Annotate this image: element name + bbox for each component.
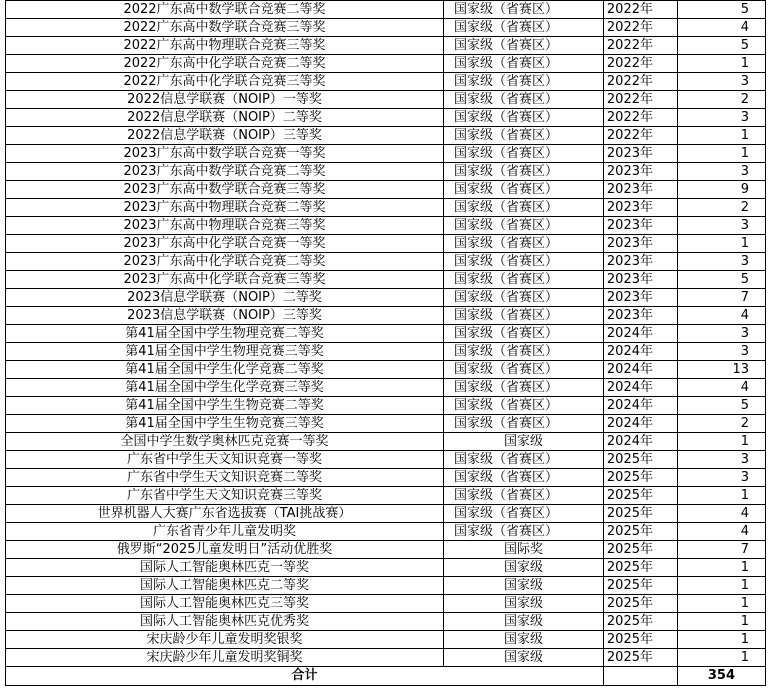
award-year-cell: 2022年 <box>604 1 678 19</box>
table-row <box>6 1 766 19</box>
award-count-cell: 1 <box>678 433 766 451</box>
award-count-cell: 2 <box>678 91 766 109</box>
award-level-cell: 国家级（省赛区） <box>444 1 604 19</box>
award-count-cell: 3 <box>678 325 766 343</box>
award-level-cell: 国家级（省赛区） <box>444 397 604 415</box>
award-level-cell: 国家级（省赛区） <box>444 73 604 91</box>
table-row <box>6 55 766 73</box>
award-level-cell: 国家级（省赛区） <box>444 55 604 73</box>
award-year-cell: 2023年 <box>604 289 678 307</box>
award-name-cell: 第41届全国中学生生物竞赛三等奖 <box>6 415 444 433</box>
total-row <box>6 667 766 686</box>
award-count-cell: 3 <box>678 163 766 181</box>
award-level-cell: 国家级（省赛区） <box>444 523 604 541</box>
award-name-cell: 第41届全国中学生化学竞赛三等奖 <box>6 379 444 397</box>
table-row <box>6 181 766 199</box>
award-count-cell: 1 <box>678 631 766 649</box>
award-name-cell: 2023信息学联赛（NOIP）二等奖 <box>6 289 444 307</box>
award-level-cell: 国家级 <box>444 631 604 649</box>
award-name-cell: 国际人工智能奥林匹克一等奖 <box>6 559 444 577</box>
award-count-cell: 5 <box>678 37 766 55</box>
table-row <box>6 271 766 289</box>
award-count-cell: 4 <box>678 523 766 541</box>
award-count-cell: 1 <box>678 577 766 595</box>
award-name-cell: 2023广东高中化学联合竞赛一等奖 <box>6 235 444 253</box>
award-count-cell: 3 <box>678 253 766 271</box>
award-name-cell: 2023信息学联赛（NOIP）三等奖 <box>6 307 444 325</box>
award-count-cell: 3 <box>678 109 766 127</box>
award-name-cell: 广东省中学生天文知识竞赛二等奖 <box>6 469 444 487</box>
award-year-cell: 2022年 <box>604 109 678 127</box>
award-year-cell: 2024年 <box>604 361 678 379</box>
award-level-cell: 国家级（省赛区） <box>444 325 604 343</box>
award-level-cell: 国家级（省赛区） <box>444 217 604 235</box>
award-year-cell: 2022年 <box>604 127 678 145</box>
award-name-cell: 第41届全国中学生物理竞赛三等奖 <box>6 343 444 361</box>
table-row <box>6 541 766 559</box>
table-row <box>6 73 766 91</box>
award-level-cell: 国家级 <box>444 559 604 577</box>
award-level-cell: 国家级（省赛区） <box>444 91 604 109</box>
total-empty-cell <box>604 667 678 686</box>
award-count-cell: 7 <box>678 541 766 559</box>
table-row <box>6 361 766 379</box>
award-level-cell: 国家级（省赛区） <box>444 37 604 55</box>
award-year-cell: 2023年 <box>604 307 678 325</box>
award-name-cell: 2022广东高中数学联合竞赛三等奖 <box>6 19 444 37</box>
award-count-cell: 3 <box>678 469 766 487</box>
award-year-cell: 2022年 <box>604 91 678 109</box>
award-count-cell: 5 <box>678 1 766 19</box>
award-year-cell: 2023年 <box>604 235 678 253</box>
award-year-cell: 2025年 <box>604 595 678 613</box>
award-count-cell: 1 <box>678 613 766 631</box>
award-year-cell: 2023年 <box>604 217 678 235</box>
award-level-cell: 国家级（省赛区） <box>444 181 604 199</box>
table-row <box>6 649 766 667</box>
table-row <box>6 595 766 613</box>
table-row <box>6 91 766 109</box>
award-year-cell: 2022年 <box>604 19 678 37</box>
award-year-cell: 2023年 <box>604 145 678 163</box>
award-name-cell: 第41届全国中学生生物竞赛二等奖 <box>6 397 444 415</box>
award-name-cell: 2022广东高中化学联合竞赛三等奖 <box>6 73 444 91</box>
award-count-cell: 4 <box>678 379 766 397</box>
award-name-cell: 俄罗斯“2025儿童发明日”活动优胜奖 <box>6 541 444 559</box>
award-level-cell: 国家级 <box>444 595 604 613</box>
award-year-cell: 2025年 <box>604 451 678 469</box>
award-level-cell: 国家级（省赛区） <box>444 235 604 253</box>
award-year-cell: 2022年 <box>604 37 678 55</box>
award-count-cell: 1 <box>678 235 766 253</box>
award-level-cell: 国家级（省赛区） <box>444 127 604 145</box>
award-level-cell: 国家级 <box>444 577 604 595</box>
award-year-cell: 2025年 <box>604 523 678 541</box>
award-name-cell: 广东省中学生天文知识竞赛一等奖 <box>6 451 444 469</box>
award-name-cell: 第41届全国中学生物理竞赛二等奖 <box>6 325 444 343</box>
award-count-cell: 3 <box>678 217 766 235</box>
table-row <box>6 523 766 541</box>
award-level-cell: 国家级（省赛区） <box>444 451 604 469</box>
award-count-cell: 1 <box>678 127 766 145</box>
award-name-cell: 世界机器人大赛广东省选拔赛（TAI挑战赛） <box>6 505 444 523</box>
award-name-cell: 国际人工智能奥林匹克二等奖 <box>6 577 444 595</box>
award-year-cell: 2025年 <box>604 469 678 487</box>
table-row <box>6 415 766 433</box>
award-level-cell: 国家级（省赛区） <box>444 109 604 127</box>
award-year-cell: 2024年 <box>604 343 678 361</box>
award-level-cell: 国家级（省赛区） <box>444 289 604 307</box>
award-year-cell: 2023年 <box>604 199 678 217</box>
total-label: 合计 <box>6 667 604 686</box>
award-level-cell: 国家级（省赛区） <box>444 271 604 289</box>
award-count-cell: 2 <box>678 415 766 433</box>
award-year-cell: 2022年 <box>604 55 678 73</box>
table-row <box>6 109 766 127</box>
table-row <box>6 127 766 145</box>
award-name-cell: 宋庆龄少年儿童发明奖铜奖 <box>6 649 444 667</box>
award-name-cell: 2023广东高中物理联合竞赛三等奖 <box>6 217 444 235</box>
award-level-cell: 国家级（省赛区） <box>444 487 604 505</box>
award-year-cell: 2025年 <box>604 487 678 505</box>
table-row <box>6 307 766 325</box>
award-year-cell: 2025年 <box>604 505 678 523</box>
award-year-cell: 2024年 <box>604 433 678 451</box>
award-count-cell: 1 <box>678 559 766 577</box>
table-row <box>6 235 766 253</box>
award-name-cell: 2022广东高中数学联合竞赛二等奖 <box>6 1 444 19</box>
award-year-cell: 2023年 <box>604 271 678 289</box>
award-level-cell: 国家级（省赛区） <box>444 19 604 37</box>
award-name-cell: 2022信息学联赛（NOIP）一等奖 <box>6 91 444 109</box>
table-row <box>6 163 766 181</box>
award-level-cell: 国家级 <box>444 433 604 451</box>
table-row <box>6 577 766 595</box>
award-name-cell: 全国中学生数学奥林匹克竞赛一等奖 <box>6 433 444 451</box>
table-row <box>6 325 766 343</box>
award-name-cell: 2023广东高中物理联合竞赛二等奖 <box>6 199 444 217</box>
award-name-cell: 2022广东高中物理联合竞赛三等奖 <box>6 37 444 55</box>
award-count-cell: 5 <box>678 271 766 289</box>
award-name-cell: 广东省中学生天文知识竞赛三等奖 <box>6 487 444 505</box>
award-count-cell: 5 <box>678 397 766 415</box>
award-count-cell: 3 <box>678 73 766 91</box>
table-row <box>6 199 766 217</box>
table-row <box>6 505 766 523</box>
award-level-cell: 国家级（省赛区） <box>444 415 604 433</box>
award-level-cell: 国家级（省赛区） <box>444 163 604 181</box>
award-name-cell: 国际人工智能奥林匹克三等奖 <box>6 595 444 613</box>
award-count-cell: 13 <box>678 361 766 379</box>
awards-table-body <box>6 1 766 667</box>
award-year-cell: 2025年 <box>604 559 678 577</box>
award-name-cell: 2023广东高中数学联合竞赛三等奖 <box>6 181 444 199</box>
award-name-cell: 2022广东高中化学联合竞赛二等奖 <box>6 55 444 73</box>
award-level-cell: 国家级（省赛区） <box>444 361 604 379</box>
award-name-cell: 国际人工智能奥林匹克优秀奖 <box>6 613 444 631</box>
award-year-cell: 2023年 <box>604 181 678 199</box>
table-row <box>6 451 766 469</box>
table-row <box>6 145 766 163</box>
award-level-cell: 国家级 <box>444 649 604 667</box>
award-name-cell: 2023广东高中数学联合竞赛一等奖 <box>6 145 444 163</box>
award-year-cell: 2023年 <box>604 163 678 181</box>
table-row <box>6 289 766 307</box>
award-name-cell: 第41届全国中学生化学竞赛二等奖 <box>6 361 444 379</box>
award-count-cell: 4 <box>678 19 766 37</box>
award-year-cell: 2025年 <box>604 631 678 649</box>
award-year-cell: 2024年 <box>604 415 678 433</box>
award-count-cell: 2 <box>678 199 766 217</box>
award-count-cell: 4 <box>678 505 766 523</box>
award-count-cell: 7 <box>678 289 766 307</box>
award-year-cell: 2025年 <box>604 649 678 667</box>
table-row <box>6 631 766 649</box>
awards-table <box>5 0 766 686</box>
award-name-cell: 广东省青少年儿童发明奖 <box>6 523 444 541</box>
award-level-cell: 国家级（省赛区） <box>444 145 604 163</box>
award-count-cell: 1 <box>678 649 766 667</box>
total-sum: 354 <box>678 667 766 686</box>
award-name-cell: 2022信息学联赛（NOIP）三等奖 <box>6 127 444 145</box>
award-level-cell: 国家级（省赛区） <box>444 505 604 523</box>
award-level-cell: 国家级（省赛区） <box>444 343 604 361</box>
table-row <box>6 487 766 505</box>
award-level-cell: 国际奖 <box>444 541 604 559</box>
award-count-cell: 1 <box>678 595 766 613</box>
award-name-cell: 2022信息学联赛（NOIP）二等奖 <box>6 109 444 127</box>
award-name-cell: 2023广东高中化学联合竞赛二等奖 <box>6 253 444 271</box>
award-year-cell: 2024年 <box>604 325 678 343</box>
table-row <box>6 217 766 235</box>
award-year-cell: 2025年 <box>604 613 678 631</box>
award-year-cell: 2025年 <box>604 541 678 559</box>
table-row <box>6 37 766 55</box>
award-name-cell: 宋庆龄少年儿童发明奖银奖 <box>6 631 444 649</box>
table-row <box>6 613 766 631</box>
table-row <box>6 397 766 415</box>
award-level-cell: 国家级 <box>444 613 604 631</box>
award-level-cell: 国家级（省赛区） <box>444 379 604 397</box>
award-name-cell: 2023广东高中数学联合竞赛二等奖 <box>6 163 444 181</box>
table-row <box>6 343 766 361</box>
award-level-cell: 国家级（省赛区） <box>444 199 604 217</box>
table-row <box>6 559 766 577</box>
award-year-cell: 2023年 <box>604 253 678 271</box>
award-count-cell: 3 <box>678 343 766 361</box>
table-row <box>6 253 766 271</box>
award-year-cell: 2024年 <box>604 379 678 397</box>
award-level-cell: 国家级（省赛区） <box>444 253 604 271</box>
award-count-cell: 1 <box>678 145 766 163</box>
award-count-cell: 4 <box>678 307 766 325</box>
table-row <box>6 433 766 451</box>
table-row <box>6 379 766 397</box>
award-count-cell: 9 <box>678 181 766 199</box>
award-year-cell: 2024年 <box>604 397 678 415</box>
award-year-cell: 2022年 <box>604 73 678 91</box>
award-level-cell: 国家级（省赛区） <box>444 469 604 487</box>
award-name-cell: 2023广东高中化学联合竞赛三等奖 <box>6 271 444 289</box>
award-count-cell: 3 <box>678 451 766 469</box>
table-row <box>6 469 766 487</box>
award-level-cell: 国家级（省赛区） <box>444 307 604 325</box>
award-year-cell: 2025年 <box>604 577 678 595</box>
award-count-cell: 1 <box>678 487 766 505</box>
table-row <box>6 19 766 37</box>
award-count-cell: 1 <box>678 55 766 73</box>
